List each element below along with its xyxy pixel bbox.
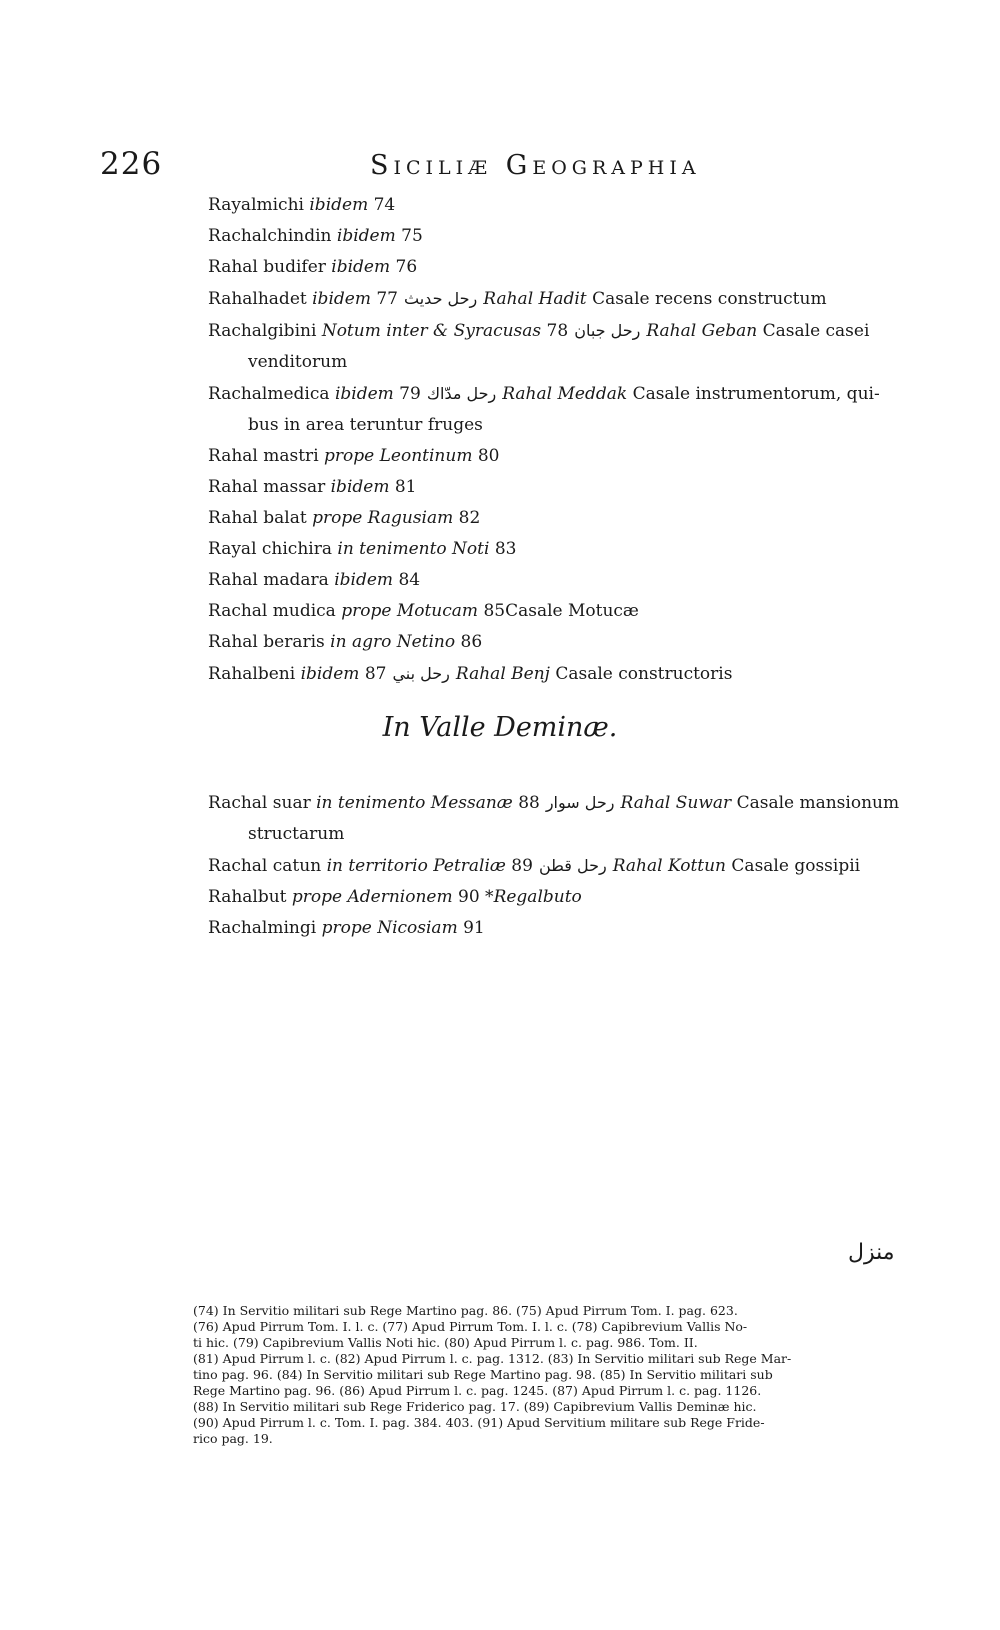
transliteration: Rahal Kottun [612, 856, 727, 876]
place-name: Rayalmichi [208, 195, 304, 215]
place-name: Rahal madara [208, 570, 329, 590]
entries-list-demina [208, 787, 908, 944]
page-number: 226 [100, 146, 163, 182]
footnote-line: (81) Apud Pirrum l. c. (82) Apud Pirrum l. c. pag. 1312. (83) In Servitio militari sub Rege Mar- [193, 1351, 792, 1366]
place-name: Rahalhadet [208, 289, 307, 309]
transliteration: Rahal Meddak [502, 384, 628, 404]
footnote-line: tino pag. 96. (84) In Servitio militari sub Rege Martino pag. 98. (85) In Servitio militari sub [193, 1367, 773, 1382]
place-entry [208, 221, 908, 252]
place-name: Rayal chichira [208, 539, 332, 559]
description: Regalbuto [493, 887, 582, 907]
arabic-name: رحل مدّاك [426, 384, 497, 403]
place-entry [208, 913, 908, 944]
place-name: Rahal beraris [208, 632, 325, 652]
entries-list-noti [208, 190, 908, 690]
place-entry [208, 850, 908, 882]
footnote-ref: 89 [511, 856, 533, 876]
place-entry [208, 658, 908, 690]
place-note: prope Motucam [341, 601, 479, 621]
footnote-line: (90) Apud Pirrum l. c. Tom. I. pag. 384. 403. (91) Apud Servitium militare sub Rege Fride- [193, 1415, 765, 1430]
place-name: Rachal mudica [208, 601, 336, 621]
entry-continuation: bus in area teruntur fruges [248, 415, 483, 435]
place-name: Rachalgibini [208, 321, 317, 341]
place-note: prope Leontinum [324, 446, 473, 466]
arabic-name: رحل قطن [538, 856, 607, 875]
place-name: Rahal mastri [208, 446, 319, 466]
place-entry [208, 283, 908, 315]
footnote-ref: 87 [364, 664, 387, 684]
footnote-ref: 75 [401, 226, 423, 246]
description: Casale recens constructum [592, 289, 827, 309]
footnote-ref: 91 [463, 918, 485, 938]
running-title: Siciliæ Geographia [370, 150, 701, 181]
place-entry [208, 252, 908, 283]
transliteration: Rahal Benj [455, 664, 550, 684]
entry-continuation: venditorum [248, 352, 348, 372]
margin-arabic-word: منزل [848, 1240, 895, 1265]
place-note: in tenimento Messanæ [316, 793, 513, 813]
footnote-ref: 77 [376, 289, 398, 309]
place-note: ibidem [330, 477, 390, 497]
arabic-name: رحل حديث [404, 289, 478, 308]
footnote-ref: 88 [518, 793, 540, 813]
place-entry [208, 378, 908, 410]
footnote-line: (88) In Servitio militari sub Rege Friderico pag. 17. (89) Capibrevium Vallis Deminæ hic. [193, 1399, 757, 1414]
place-note: ibidem [334, 570, 394, 590]
footnote-ref: 81 [394, 477, 417, 497]
place-entry [208, 190, 908, 221]
place-entry [208, 596, 908, 627]
place-note: ibidem [312, 289, 371, 309]
place-note: ibidem [334, 384, 394, 404]
footnote-line: Rege Martino pag. 96. (86) Apud Pirrum l. c. pag. 1245. (87) Apud Pirrum l. c. pag. 1126. [193, 1383, 762, 1398]
arabic-name: رحل جبان [574, 321, 641, 340]
footnote-ref: 74 [373, 195, 396, 215]
place-note: in territorio Petraliæ [326, 856, 506, 876]
place-note: Notum inter & Syracusas [321, 321, 542, 341]
description: Casale casei [762, 321, 870, 341]
place-note: ibidem [300, 664, 360, 684]
place-entry [208, 503, 908, 534]
place-name: Rahal balat [208, 508, 307, 528]
arabic-name: رحل بني [392, 664, 450, 683]
entry-continuation: structarum [248, 824, 345, 844]
place-name: Rahalbut [208, 887, 287, 907]
description: Casale Motucæ [505, 601, 639, 621]
transliteration: Rahal Geban [646, 321, 758, 341]
place-entry [208, 787, 908, 819]
footnote-ref: 86 [460, 632, 483, 652]
transliteration: Rahal Suwar [620, 793, 732, 813]
place-entry [208, 534, 908, 565]
arabic-name: رحل سوار [545, 793, 615, 812]
description: Casale instrumentorum, qui- [632, 384, 880, 404]
place-name: Rachalmingi [208, 918, 317, 938]
place-entry [208, 441, 908, 472]
footnote-ref: 79 [399, 384, 421, 404]
footnote-ref: 84 [398, 570, 421, 590]
place-note: ibidem [336, 226, 396, 246]
footnote-ref: 82 [458, 508, 481, 528]
place-entry [208, 315, 908, 347]
description: Casale constructoris [555, 664, 733, 684]
place-name: Rachal catun [208, 856, 322, 876]
place-name: Rahalbeni [208, 664, 296, 684]
footnote-line: rico pag. 19. [193, 1431, 273, 1446]
footnote-ref: 78 [546, 321, 569, 341]
footnote-ref: 76 [395, 257, 418, 277]
place-name: Rachalmedica [208, 384, 330, 404]
place-note: prope Nicosiam [321, 918, 458, 938]
place-entry [208, 627, 908, 658]
footnote-ref: 80 [477, 446, 500, 466]
place-note: prope Ragusiam [312, 508, 454, 528]
place-name: Rachalchindin [208, 226, 332, 246]
footnote-ref: 90 * [458, 887, 494, 907]
place-name: Rahal massar [208, 477, 326, 497]
footnote-ref: 85 [483, 601, 506, 621]
place-entry [208, 882, 908, 913]
transliteration: Rahal Hadit [483, 289, 587, 309]
footnotes [193, 1303, 913, 1447]
section-title: In Valle Deminæ. [382, 712, 618, 743]
place-note: prope Adernionem [291, 887, 453, 907]
description: Casale mansionum [736, 793, 900, 813]
place-name: Rahal budifer [208, 257, 326, 277]
footnote-ref: 83 [494, 539, 517, 559]
place-entry [208, 472, 908, 503]
place-entry [208, 565, 908, 596]
place-note: ibidem [309, 195, 369, 215]
place-name: Rachal suar [208, 793, 311, 813]
place-note: in tenimento Noti [337, 539, 490, 559]
place-note: ibidem [331, 257, 391, 277]
footnote-line: (76) Apud Pirrum Tom. I. l. c. (77) Apud Pirrum Tom. I. l. c. (78) Capibrevium Vallis No- [193, 1319, 748, 1334]
place-note: in agro Netino [330, 632, 456, 652]
footnote-line: ti hic. (79) Capibrevium Vallis Noti hic. (80) Apud Pirrum l. c. pag. 986. Tom. II. [193, 1335, 698, 1350]
description: Casale gossipii [731, 856, 861, 876]
footnote-line: (74) In Servitio militari sub Rege Martino pag. 86. (75) Apud Pirrum Tom. I. pag. 623. [193, 1303, 738, 1318]
